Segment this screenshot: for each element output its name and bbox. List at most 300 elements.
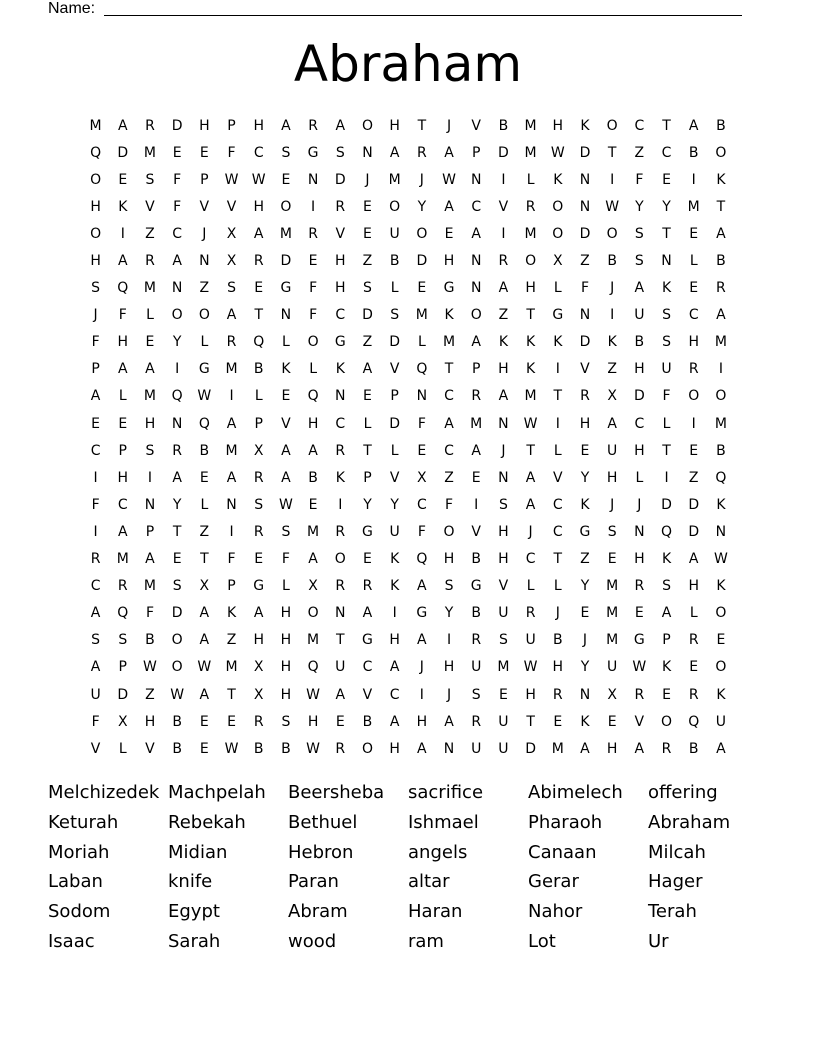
grid-letter: Q: [171, 388, 183, 405]
grid-letter: L: [553, 578, 562, 595]
grid-letter: D: [171, 117, 183, 134]
grid-letter: N: [171, 415, 183, 432]
grid-letter: A: [90, 659, 101, 676]
grid-letter: E: [580, 442, 590, 459]
grid-letter: R: [634, 578, 645, 595]
grid-letter: S: [145, 171, 155, 188]
grid-letter: Z: [688, 469, 699, 486]
grid-letter: L: [118, 388, 127, 405]
grid-letter: X: [226, 225, 237, 242]
grid-letter: Y: [580, 578, 590, 595]
grid-letter: B: [172, 740, 182, 757]
grid-letter: H: [199, 117, 210, 134]
word-bank-item: Milcah: [648, 841, 706, 863]
grid-letter: E: [689, 442, 699, 459]
grid-letter: A: [444, 415, 454, 432]
grid-letter: V: [226, 198, 237, 215]
grid-letter: A: [688, 117, 699, 134]
word-bank-item: Rebekah: [168, 811, 246, 833]
grid-letter: Q: [307, 388, 319, 405]
grid-letter: M: [524, 117, 537, 134]
grid-letter: K: [607, 334, 617, 351]
grid-letter: X: [552, 253, 563, 270]
grid-letter: E: [553, 713, 563, 730]
grid-letter: P: [227, 578, 236, 595]
grid-letter: A: [580, 740, 590, 757]
grid-letter: B: [253, 740, 264, 757]
grid-letter: S: [498, 632, 508, 649]
grid-letter: X: [607, 388, 617, 405]
grid-letter: B: [471, 551, 482, 568]
grid-letter: Y: [390, 496, 399, 513]
grid-letter: D: [688, 523, 700, 540]
grid-letter: C: [117, 496, 128, 513]
grid-letter: C: [389, 686, 400, 703]
grid-letter: I: [392, 605, 397, 622]
grid-letter: F: [118, 307, 127, 324]
grid-letter: A: [226, 469, 237, 486]
grid-letter: W: [224, 171, 239, 188]
grid-letter: B: [688, 144, 699, 161]
grid-letter: H: [90, 253, 101, 270]
grid-letter: B: [607, 253, 617, 270]
grid-letter: H: [606, 469, 618, 486]
grid-letter: A: [172, 253, 182, 270]
grid-letter: G: [307, 144, 319, 161]
grid-letter: K: [335, 469, 345, 486]
grid-letter: K: [335, 361, 345, 378]
grid-letter: E: [689, 280, 699, 297]
grid-letter: D: [525, 740, 536, 757]
grid-letter: H: [253, 632, 264, 649]
grid-letter: A: [471, 442, 481, 459]
grid-letter: R: [335, 740, 346, 757]
grid-letter: K: [661, 280, 672, 297]
word-bank-item: Paran: [288, 871, 339, 893]
grid-letter: T: [553, 388, 563, 405]
grid-letter: T: [227, 686, 236, 703]
grid-letter: X: [117, 713, 128, 730]
grid-letter: A: [634, 740, 645, 757]
grid-letter: V: [498, 198, 509, 215]
grid-letter: F: [580, 280, 589, 297]
grid-letter: R: [580, 388, 590, 405]
grid-letter: T: [444, 361, 454, 378]
grid-letter: V: [389, 361, 400, 378]
grid-letter: C: [335, 307, 346, 324]
grid-letter: O: [416, 225, 428, 242]
grid-letter: C: [471, 198, 482, 215]
grid-letter: S: [281, 523, 291, 540]
grid-letter: H: [117, 469, 129, 486]
word-bank-item: Egypt: [168, 901, 220, 923]
grid-letter: I: [718, 361, 723, 378]
grid-letter: L: [390, 280, 399, 297]
grid-letter: I: [691, 171, 696, 188]
grid-letter: W: [170, 686, 185, 703]
grid-letter: B: [362, 713, 373, 730]
grid-letter: D: [498, 144, 509, 161]
grid-letter: D: [280, 253, 292, 270]
grid-letter: R: [634, 686, 645, 703]
grid-letter: L: [118, 740, 127, 757]
grid-letter: H: [307, 713, 319, 730]
grid-letter: A: [525, 496, 536, 513]
grid-letter: F: [173, 171, 182, 188]
grid-letter: N: [579, 686, 591, 703]
grid-letter: A: [607, 415, 617, 432]
grid-letter: A: [117, 253, 128, 270]
grid-letter: M: [606, 605, 619, 622]
grid-letter: P: [145, 523, 155, 540]
grid-letter: F: [91, 496, 100, 513]
grid-letter: L: [146, 307, 154, 324]
grid-letter: A: [281, 469, 291, 486]
grid-letter: K: [444, 307, 454, 324]
grid-letter: U: [389, 523, 400, 540]
grid-letter: A: [471, 334, 481, 351]
grid-letter: O: [715, 605, 727, 622]
grid-letter: I: [474, 496, 479, 513]
grid-letter: H: [634, 551, 645, 568]
grid-letter: A: [253, 605, 264, 622]
grid-letter: E: [662, 171, 671, 188]
grid-letter: B: [688, 740, 699, 757]
grid-letter: U: [661, 361, 672, 378]
grid-letter: J: [446, 117, 452, 134]
grid-letter: R: [716, 280, 726, 297]
grid-letter: E: [199, 740, 209, 757]
grid-letter: V: [471, 523, 481, 540]
grid-letter: C: [335, 415, 346, 432]
grid-letter: H: [498, 361, 509, 378]
grid-letter: S: [335, 144, 345, 161]
grid-letter: G: [579, 523, 591, 540]
grid-letter: A: [90, 388, 101, 405]
grid-letter: E: [444, 225, 454, 242]
grid-letter: D: [579, 144, 591, 161]
grid-letter: A: [444, 713, 454, 730]
word-bank-item: Abraham: [648, 811, 731, 833]
grid-letter: T: [336, 632, 345, 649]
grid-letter: A: [281, 442, 291, 459]
grid-letter: I: [555, 415, 560, 432]
grid-letter: F: [145, 605, 154, 622]
grid-letter: V: [90, 740, 101, 757]
grid-letter: A: [525, 469, 536, 486]
grid-letter: K: [553, 171, 563, 188]
grid-letter: I: [664, 469, 669, 486]
grid-letter: A: [716, 740, 726, 757]
grid-letter: L: [254, 388, 263, 405]
grid-letter: L: [363, 415, 372, 432]
grid-letter: Y: [172, 334, 182, 351]
grid-letter: Q: [117, 280, 129, 297]
grid-letter: Q: [416, 361, 428, 378]
grid-letter: B: [471, 605, 482, 622]
grid-letter: M: [524, 388, 537, 405]
grid-letter: O: [171, 307, 183, 324]
word-bank-item: sacrifice: [408, 782, 484, 803]
grid-letter: N: [498, 469, 509, 486]
grid-letter: E: [689, 659, 699, 676]
grid-letter: W: [251, 171, 266, 188]
grid-letter: R: [416, 144, 427, 161]
grid-letter: W: [550, 144, 565, 161]
grid-letter: E: [199, 469, 209, 486]
grid-letter: K: [226, 605, 237, 622]
grid-letter: J: [637, 496, 642, 513]
grid-letter: J: [528, 523, 533, 540]
grid-letter: A: [172, 469, 182, 486]
grid-letter: M: [524, 144, 537, 161]
grid-letter: O: [171, 659, 183, 676]
grid-letter: H: [253, 117, 264, 134]
grid-letter: M: [143, 280, 157, 297]
grid-letter: C: [552, 496, 563, 513]
grid-letter: Q: [198, 415, 210, 432]
grid-letter: I: [446, 632, 452, 649]
grid-letter: Q: [661, 523, 673, 540]
grid-letter: M: [714, 334, 727, 351]
grid-letter: H: [280, 659, 292, 676]
word-bank-item: Laban: [48, 871, 103, 893]
grid-letter: R: [172, 442, 183, 459]
grid-letter: K: [498, 334, 508, 351]
word-bank-item: Lot: [528, 930, 556, 952]
grid-letter: O: [552, 198, 564, 215]
grid-letter: N: [443, 740, 455, 757]
grid-letter: A: [199, 605, 210, 622]
grid-letter: R: [253, 253, 264, 270]
grid-letter: E: [607, 551, 617, 568]
word-bank-item: knife: [168, 871, 213, 893]
grid-letter: T: [526, 442, 535, 459]
grid-letter: W: [605, 198, 620, 215]
grid-letter: N: [416, 388, 428, 405]
grid-letter: L: [689, 605, 698, 622]
grid-letter: B: [389, 253, 400, 270]
grid-letter: U: [335, 659, 346, 676]
grid-letter: C: [362, 659, 373, 676]
grid-letter: J: [419, 171, 424, 188]
word-bank-item: ram: [408, 930, 444, 952]
grid-letter: B: [634, 334, 645, 351]
grid-letter: A: [199, 632, 210, 649]
grid-letter: N: [144, 496, 156, 513]
grid-letter: D: [579, 225, 591, 242]
grid-letter: N: [634, 523, 645, 540]
grid-letter: T: [172, 523, 182, 540]
grid-letter: I: [691, 415, 696, 432]
grid-letter: I: [610, 307, 615, 324]
grid-letter: J: [419, 659, 424, 676]
grid-letter: Z: [362, 334, 373, 351]
grid-letter: N: [715, 523, 727, 540]
word-bank-item: Isaac: [48, 930, 95, 952]
grid-letter: H: [688, 334, 699, 351]
grid-letter: N: [171, 280, 183, 297]
grid-letter: V: [335, 225, 346, 242]
grid-letter: T: [363, 442, 372, 459]
grid-letter: K: [716, 171, 726, 188]
grid-letter: X: [253, 659, 264, 676]
grid-letter: T: [417, 117, 427, 134]
grid-letter: G: [198, 361, 210, 378]
grid-letter: H: [253, 198, 264, 215]
word-bank-item: Ishmael: [408, 811, 479, 833]
grid-letter: B: [253, 361, 264, 378]
grid-letter: R: [145, 253, 155, 270]
grid-letter: K: [661, 551, 672, 568]
grid-letter: E: [118, 171, 128, 188]
grid-letter: A: [716, 225, 726, 242]
grid-letter: V: [389, 469, 400, 486]
grid-letter: B: [308, 469, 318, 486]
grid-letter: H: [443, 551, 455, 568]
grid-letter: E: [91, 415, 101, 432]
grid-letter: M: [225, 361, 238, 378]
grid-letter: H: [634, 442, 645, 459]
grid-letter: T: [607, 144, 617, 161]
grid-letter: O: [661, 713, 673, 730]
grid-letter: T: [716, 198, 726, 215]
grid-letter: E: [363, 198, 372, 215]
grid-letter: Z: [226, 632, 237, 649]
grid-letter: M: [606, 632, 619, 649]
grid-letter: A: [362, 361, 373, 378]
grid-letter: R: [525, 198, 536, 215]
grid-letter: M: [143, 578, 157, 595]
grid-letter: Q: [307, 659, 319, 676]
word-bank-item: Terah: [648, 901, 697, 923]
grid-letter: N: [226, 496, 237, 513]
grid-letter: E: [417, 442, 427, 459]
grid-letter: K: [390, 551, 400, 568]
grid-letter: B: [716, 442, 726, 459]
grid-letter: Z: [145, 686, 155, 703]
grid-letter: A: [389, 659, 400, 676]
grid-letter: I: [229, 523, 234, 540]
grid-letter: W: [523, 415, 538, 432]
grid-letter: O: [525, 253, 537, 270]
grid-letter: I: [120, 225, 125, 242]
grid-letter: U: [498, 713, 509, 730]
grid-letter: Y: [444, 605, 454, 622]
grid-letter: T: [662, 225, 671, 242]
grid-letter: L: [689, 253, 698, 270]
grid-letter: N: [470, 253, 482, 270]
word-bank-item: Abimelech: [528, 782, 623, 803]
grid-letter: D: [117, 144, 129, 161]
grid-letter: O: [307, 605, 319, 622]
grid-letter: Y: [635, 198, 644, 215]
grid-letter: I: [229, 388, 234, 405]
grid-letter: W: [197, 659, 212, 676]
grid-letter: E: [254, 280, 264, 297]
grid-letter: S: [91, 280, 101, 297]
grid-letter: S: [471, 686, 481, 703]
grid-letter: R: [335, 198, 346, 215]
grid-letter: U: [471, 659, 482, 676]
grid-letter: Q: [117, 605, 129, 622]
grid-letter: S: [634, 225, 644, 242]
grid-letter: O: [552, 225, 564, 242]
grid-letter: R: [253, 469, 264, 486]
grid-letter: X: [253, 442, 264, 459]
grid-letter: C: [444, 442, 454, 459]
grid-letter: C: [552, 523, 563, 540]
grid-letter: F: [635, 171, 644, 188]
grid-letter: R: [661, 740, 672, 757]
grid-letter: A: [471, 225, 481, 242]
grid-letter: R: [335, 523, 346, 540]
grid-letter: A: [145, 361, 155, 378]
grid-letter: P: [200, 171, 209, 188]
word-bank-item: Melchizedek: [48, 782, 160, 803]
grid-letter: D: [579, 334, 591, 351]
grid-letter: M: [442, 334, 456, 351]
grid-letter: W: [306, 686, 321, 703]
grid-letter: F: [417, 415, 426, 432]
grid-letter: R: [471, 388, 482, 405]
grid-letter: H: [280, 605, 292, 622]
name-field: [48, 0, 748, 20]
grid-letter: A: [335, 686, 346, 703]
grid-letter: H: [416, 713, 428, 730]
grid-letter: K: [716, 496, 726, 513]
grid-letter: N: [661, 253, 672, 270]
grid-letter: Q: [253, 334, 265, 351]
grid-letter: W: [713, 551, 728, 568]
grid-letter: A: [117, 523, 128, 540]
grid-letter: W: [442, 171, 456, 188]
grid-letter: H: [525, 686, 536, 703]
grid-letter: B: [281, 740, 291, 757]
grid-letter: L: [526, 171, 535, 188]
grid-letter: T: [662, 442, 671, 459]
grid-letter: E: [716, 632, 726, 649]
grid-letter: S: [363, 280, 372, 297]
grid-letter: A: [444, 144, 454, 161]
grid-letter: R: [688, 361, 699, 378]
grid-letter: R: [90, 551, 101, 568]
grid-letter: U: [715, 713, 727, 730]
grid-letter: L: [200, 334, 209, 351]
grid-letter: F: [91, 334, 100, 351]
grid-letter: W: [306, 740, 321, 757]
grid-letter: N: [335, 388, 346, 405]
grid-letter: U: [90, 686, 101, 703]
grid-letter: E: [172, 144, 182, 161]
grid-letter: P: [254, 415, 263, 432]
grid-letter: V: [634, 713, 645, 730]
grid-letter: I: [338, 496, 343, 513]
grid-letter: S: [91, 632, 101, 649]
grid-letter: W: [224, 740, 239, 757]
grid-letter: Z: [634, 144, 645, 161]
grid-letter: J: [610, 280, 615, 297]
grid-letter: S: [607, 523, 617, 540]
grid-letter: L: [282, 334, 290, 351]
grid-letter: I: [147, 469, 153, 486]
grid-letter: G: [470, 578, 482, 595]
grid-letter: H: [280, 686, 292, 703]
grid-letter: H: [552, 117, 564, 134]
grid-letter: H: [606, 740, 618, 757]
letter-grid: [82, 112, 735, 762]
grid-letter: F: [309, 280, 318, 297]
